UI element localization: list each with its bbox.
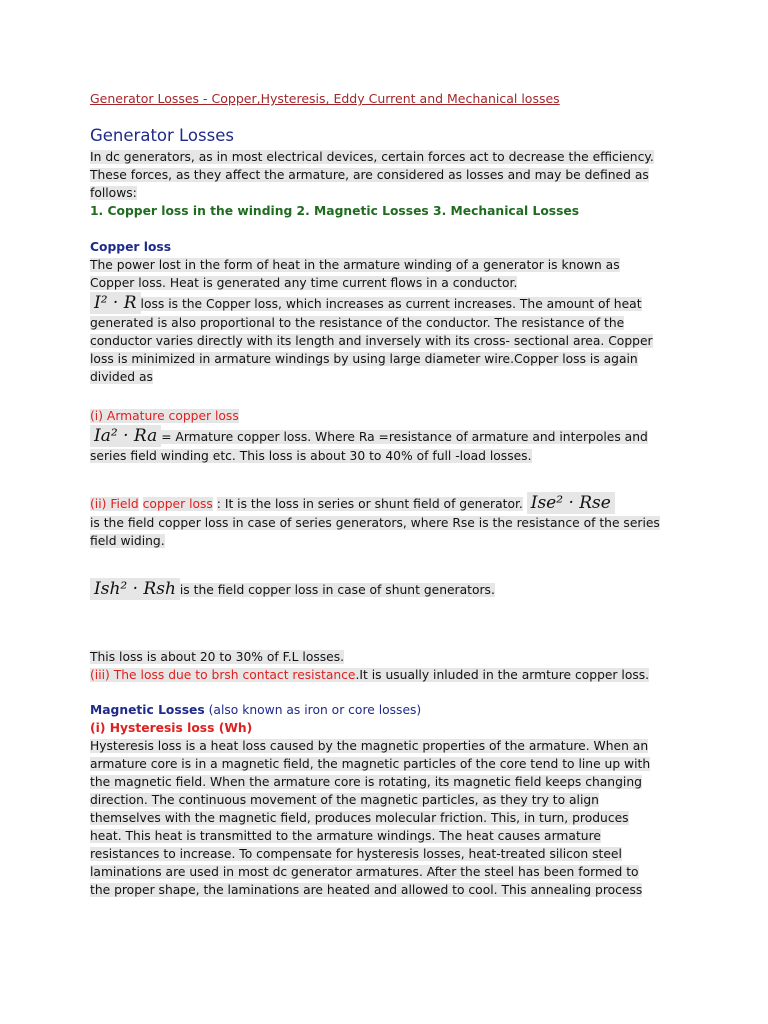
copper-line: generated is also proportional to the resistance of the conductor. The resistance of the xyxy=(90,316,625,330)
hyst-line: themselves with the magnetic field, produces molecular friction. This, in turn, produces xyxy=(90,811,629,825)
fl-section xyxy=(90,648,680,684)
field-section xyxy=(90,492,680,550)
brush-red: (iii) The loss due to brsh contact resistance xyxy=(90,668,356,682)
shunt-section xyxy=(90,578,680,600)
field-heading: (ii) Field xyxy=(90,497,139,511)
armature-line: = Armature copper loss. Where Ra =resistance of armature and interpoles and xyxy=(161,430,648,444)
intro-line: follows: xyxy=(90,186,137,200)
fl-line: This loss is about 20 to 30% of F.L losses. xyxy=(90,650,345,664)
copper-line: divided as xyxy=(90,370,153,384)
hyst-line: Hysteresis loss is a heat loss caused by the magnetic properties of the armature. When an xyxy=(90,739,649,753)
field-line: field widing. xyxy=(90,534,165,548)
formula-shunt: Ish² · Rsh xyxy=(90,578,180,600)
intro-line: These forces, as they affect the armature, are considered as losses and may be defined as xyxy=(90,168,649,182)
copper-line: loss is minimized in armature windings by using large diameter wire.Copper loss is again xyxy=(90,352,638,366)
hyst-line: armature core is in a magnetic field, the magnetic particles of the core tend to line up with xyxy=(90,757,651,771)
copper-section xyxy=(90,238,680,386)
shunt-text: is the field copper loss in case of shunt generators. xyxy=(179,583,495,597)
magnetic-section xyxy=(90,701,680,899)
armature-heading: (i) Armature copper loss xyxy=(90,409,239,423)
formula-i2r: I² · R xyxy=(90,292,141,314)
loss-list: 1. Copper loss in the winding 2. Magnetic Losses 3. Mechanical Losses xyxy=(90,204,580,218)
magnetic-heading: Magnetic Losses xyxy=(90,703,205,717)
section-heading: Generator Losses xyxy=(90,126,234,145)
intro-paragraph xyxy=(90,148,680,220)
field-text: : It is the loss in series or shunt field of generator. xyxy=(216,497,523,511)
formula-armature: Ia² · Ra xyxy=(90,425,161,447)
copper-heading: Copper loss xyxy=(90,240,172,254)
intro-line: In dc generators, as in most electrical devices, certain forces act to decrease the efficiency. xyxy=(90,150,654,164)
hyst-line: laminations are used in most dc generator armatures. After the steel has been formed to xyxy=(90,865,639,879)
magnetic-note: (also known as iron or core losses) xyxy=(208,703,422,717)
field-line: is the field copper loss in case of series generators, where Rse is the resistance of the series xyxy=(90,516,660,530)
hysteresis-heading: (i) Hysteresis loss (Wh) xyxy=(90,721,253,735)
doc-title[interactable]: Generator Losses - Copper,Hysteresis, Eddy Current and Mechanical losses xyxy=(90,91,560,106)
brush-rest: .It is usually inluded in the armture copper loss. xyxy=(355,668,650,682)
hyst-line: the proper shape, the laminations are heated and allowed to cool. This annealing process xyxy=(90,883,643,897)
copper-line: The power lost in the form of heat in the armature winding of a generator is known as xyxy=(90,258,620,272)
formula-series: Ise² · Rse xyxy=(527,492,615,514)
copper-line: conductor varies directly with its length and inversely with its cross- sectional area. Copper xyxy=(90,334,653,348)
field-heading-b: copper loss xyxy=(142,497,213,511)
hyst-line: resistances to increase. To compensate for hysteresis losses, heat-treated silicon steel xyxy=(90,847,622,861)
hyst-line: the magnetic field. When the armature core is rotating, its magnetic field keeps changing xyxy=(90,775,642,789)
armature-line: series field winding etc. This loss is about 30 to 40% of full -load losses. xyxy=(90,449,532,463)
copper-line: Copper loss. Heat is generated any time current flows in a conductor. xyxy=(90,276,518,290)
hyst-line: heat. This heat is transmitted to the armature windings. The heat causes armature xyxy=(90,829,601,843)
hyst-line: direction. The continuous movement of the magnetic particles, as they try to align xyxy=(90,793,599,807)
armature-section xyxy=(90,407,680,465)
copper-formula-text: loss is the Copper loss, which increases as current increases. The amount of heat xyxy=(140,297,642,311)
